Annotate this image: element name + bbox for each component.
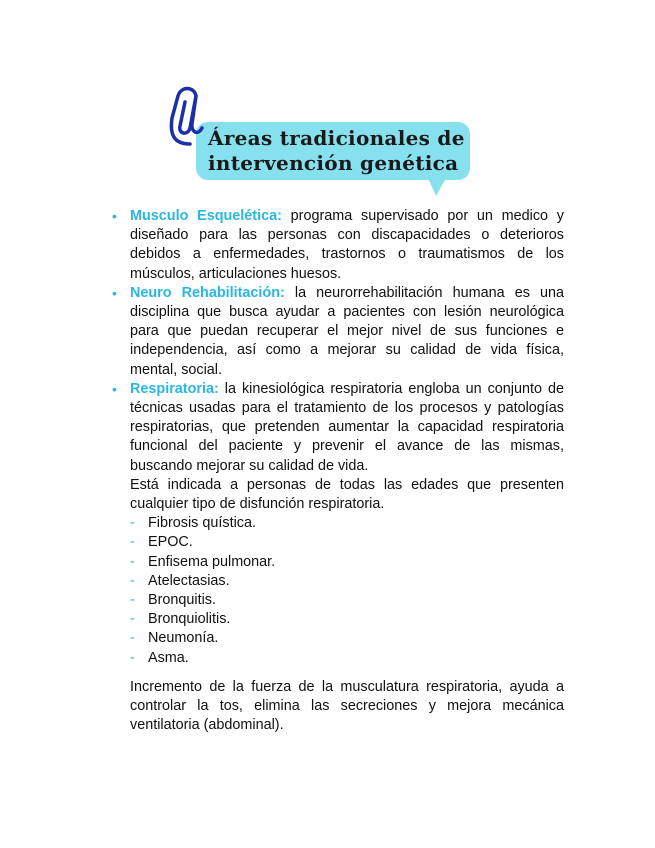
title-line-1: Áreas tradicionales de <box>208 126 465 150</box>
bullet-icon: • <box>112 284 117 301</box>
page-title <box>208 126 465 176</box>
condition-item <box>130 591 564 610</box>
condition-label: Asma. <box>148 649 189 666</box>
item-term: Musculo Esquelética: <box>130 208 282 224</box>
condition-item <box>130 572 564 591</box>
dash-icon: - <box>130 553 135 570</box>
condition-item <box>130 553 564 572</box>
condition-item <box>130 629 564 648</box>
bullet-icon: • <box>112 208 117 224</box>
condition-label: Neumonía. <box>148 630 219 647</box>
item-text: la neurorrehabilitación humana es una disciplina que busca ayudar a pacientes con lesión neurológica para que puedan recuperar el mejor nivel de sus funciones e independencia, así como a mejorar su calidad de vida física, mental, social. <box>130 284 564 378</box>
dash-icon: - <box>130 534 135 551</box>
title-line-2: intervención genética <box>208 151 459 175</box>
dash-icon: - <box>130 592 135 609</box>
bullet-icon: • <box>112 380 117 397</box>
title-callout <box>160 84 480 204</box>
condition-label: Atelectasias. <box>148 572 230 589</box>
closing-paragraph: Incremento de la fuerza de la musculatura respiratoria, ayuda a controlar la tos, elimina las secreciones y mejora mecánica ventilatoria (abdominal). <box>130 678 564 734</box>
dash-icon: - <box>130 572 135 589</box>
condition-label: Enfisema pulmonar. <box>148 553 276 570</box>
condition-label: Fibrosis quística. <box>148 515 256 532</box>
dash-icon: - <box>130 649 135 666</box>
respiratoria-description <box>130 380 564 476</box>
item-text: la kinesiológica respiratoria engloba un conjunto de técnicas usadas para el tratamiento de los procesos y patologías respiratorias, que pretenden aumentar la capacidad respiratoria funcional del paciente y prevenir el avance de las mismas, buscando mejorar su calidad de vida. <box>130 380 564 474</box>
condition-item <box>130 649 564 668</box>
list-item-musculo <box>108 207 564 284</box>
content <box>108 207 564 750</box>
condition-item <box>130 514 564 533</box>
dash-icon: - <box>130 515 135 532</box>
respiratory-intro: Está indicada a personas de todas las edades que presenten cualquier tipo de disfunción respiratoria. <box>130 476 564 513</box>
condition-label: EPOC. <box>148 534 193 551</box>
item-text: programa supervisado por un medico y diseñado para las personas con discapacidades o deterioros debidos a enfermedades, trastornos o traumatismos de los músculos, articulaciones huesos. <box>130 208 564 282</box>
dash-icon: - <box>130 611 135 628</box>
list-item-neuro <box>108 284 564 380</box>
title-tail <box>428 178 446 196</box>
item-term: Respiratoria: <box>130 380 219 397</box>
item-term: Neuro Rehabilitación: <box>130 284 285 301</box>
list-item-respiratoria <box>108 380 564 668</box>
condition-item <box>130 533 564 552</box>
condition-item <box>130 610 564 629</box>
conditions-list <box>130 514 564 668</box>
dash-icon: - <box>130 630 135 647</box>
condition-label: Bronquiolitis. <box>148 611 231 628</box>
condition-label: Bronquitis. <box>148 592 216 609</box>
